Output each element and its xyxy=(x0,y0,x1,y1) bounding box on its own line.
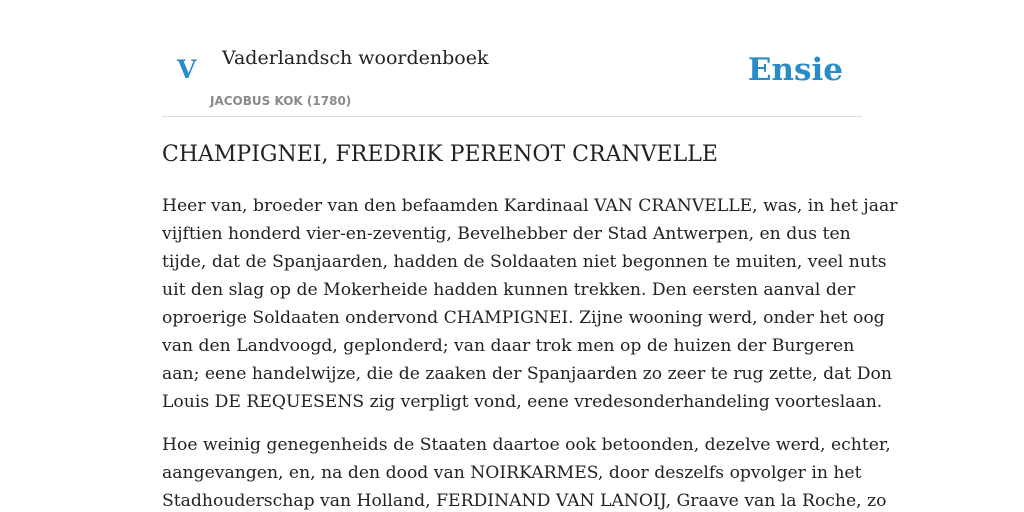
entry-paragraph-1 xyxy=(162,192,898,416)
paragraph-line: van den Landvoogd, geplonderd; van daar trok men op de huizen der Burgeren xyxy=(162,336,855,356)
paragraph-line: tijde, dat de Spanjaarden, hadden de Soldaaten niet begonnen te muiten, veel nuts xyxy=(162,252,887,272)
letter-index-link[interactable]: V xyxy=(177,55,197,84)
paragraph-line: oproerige Soldaaten ondervond CHAMPIGNEI. Zijne wooning werd, onder het oog xyxy=(162,308,885,328)
site-header xyxy=(162,0,862,117)
entry-title: CHAMPIGNEI, FREDRIK PERENOT CRANVELLE xyxy=(162,142,718,167)
paragraph-line: Heer van, broeder van den befaamden Kardinaal VAN CRANVELLE, was, in het jaar xyxy=(162,196,898,216)
paragraph-line: Stadhouderschap van Holland, FERDINAND VAN LANOIJ, Graave van la Roche, zo xyxy=(162,491,887,511)
paragraph-line: aan; eene handelwijze, die de zaaken der Spanjaarden zo zeer te rug zette, dat Don xyxy=(162,364,892,384)
entry-paragraph-2 xyxy=(162,431,891,512)
ensie-logo-link[interactable]: Ensie xyxy=(747,52,843,88)
paragraph-line: aangevangen, en, na den dood van NOIRKARMES, door deszelfs opvolger in het xyxy=(162,463,862,483)
paragraph-line: vijftien honderd vier-en-zeventig, Bevelhebber der Stad Antwerpen, en dus ten xyxy=(162,224,851,244)
dictionary-title-link[interactable]: Vaderlandsch woordenboek xyxy=(222,47,489,69)
paragraph-line: Hoe weinig genegenheids de Staaten daartoe ook betoonden, dezelve werd, echter, xyxy=(162,435,891,455)
entry-content xyxy=(162,192,898,512)
dictionary-author: JACOBUS KOK (1780) xyxy=(210,94,352,108)
paragraph-line: uit den slag op de Mokerheide hadden kunnen trekken. Den eersten aanval der xyxy=(162,280,856,300)
paragraph-line: Louis DE REQUESENS zig verpligt vond, eene vredesonderhandeling voorteslaan. xyxy=(162,392,883,412)
